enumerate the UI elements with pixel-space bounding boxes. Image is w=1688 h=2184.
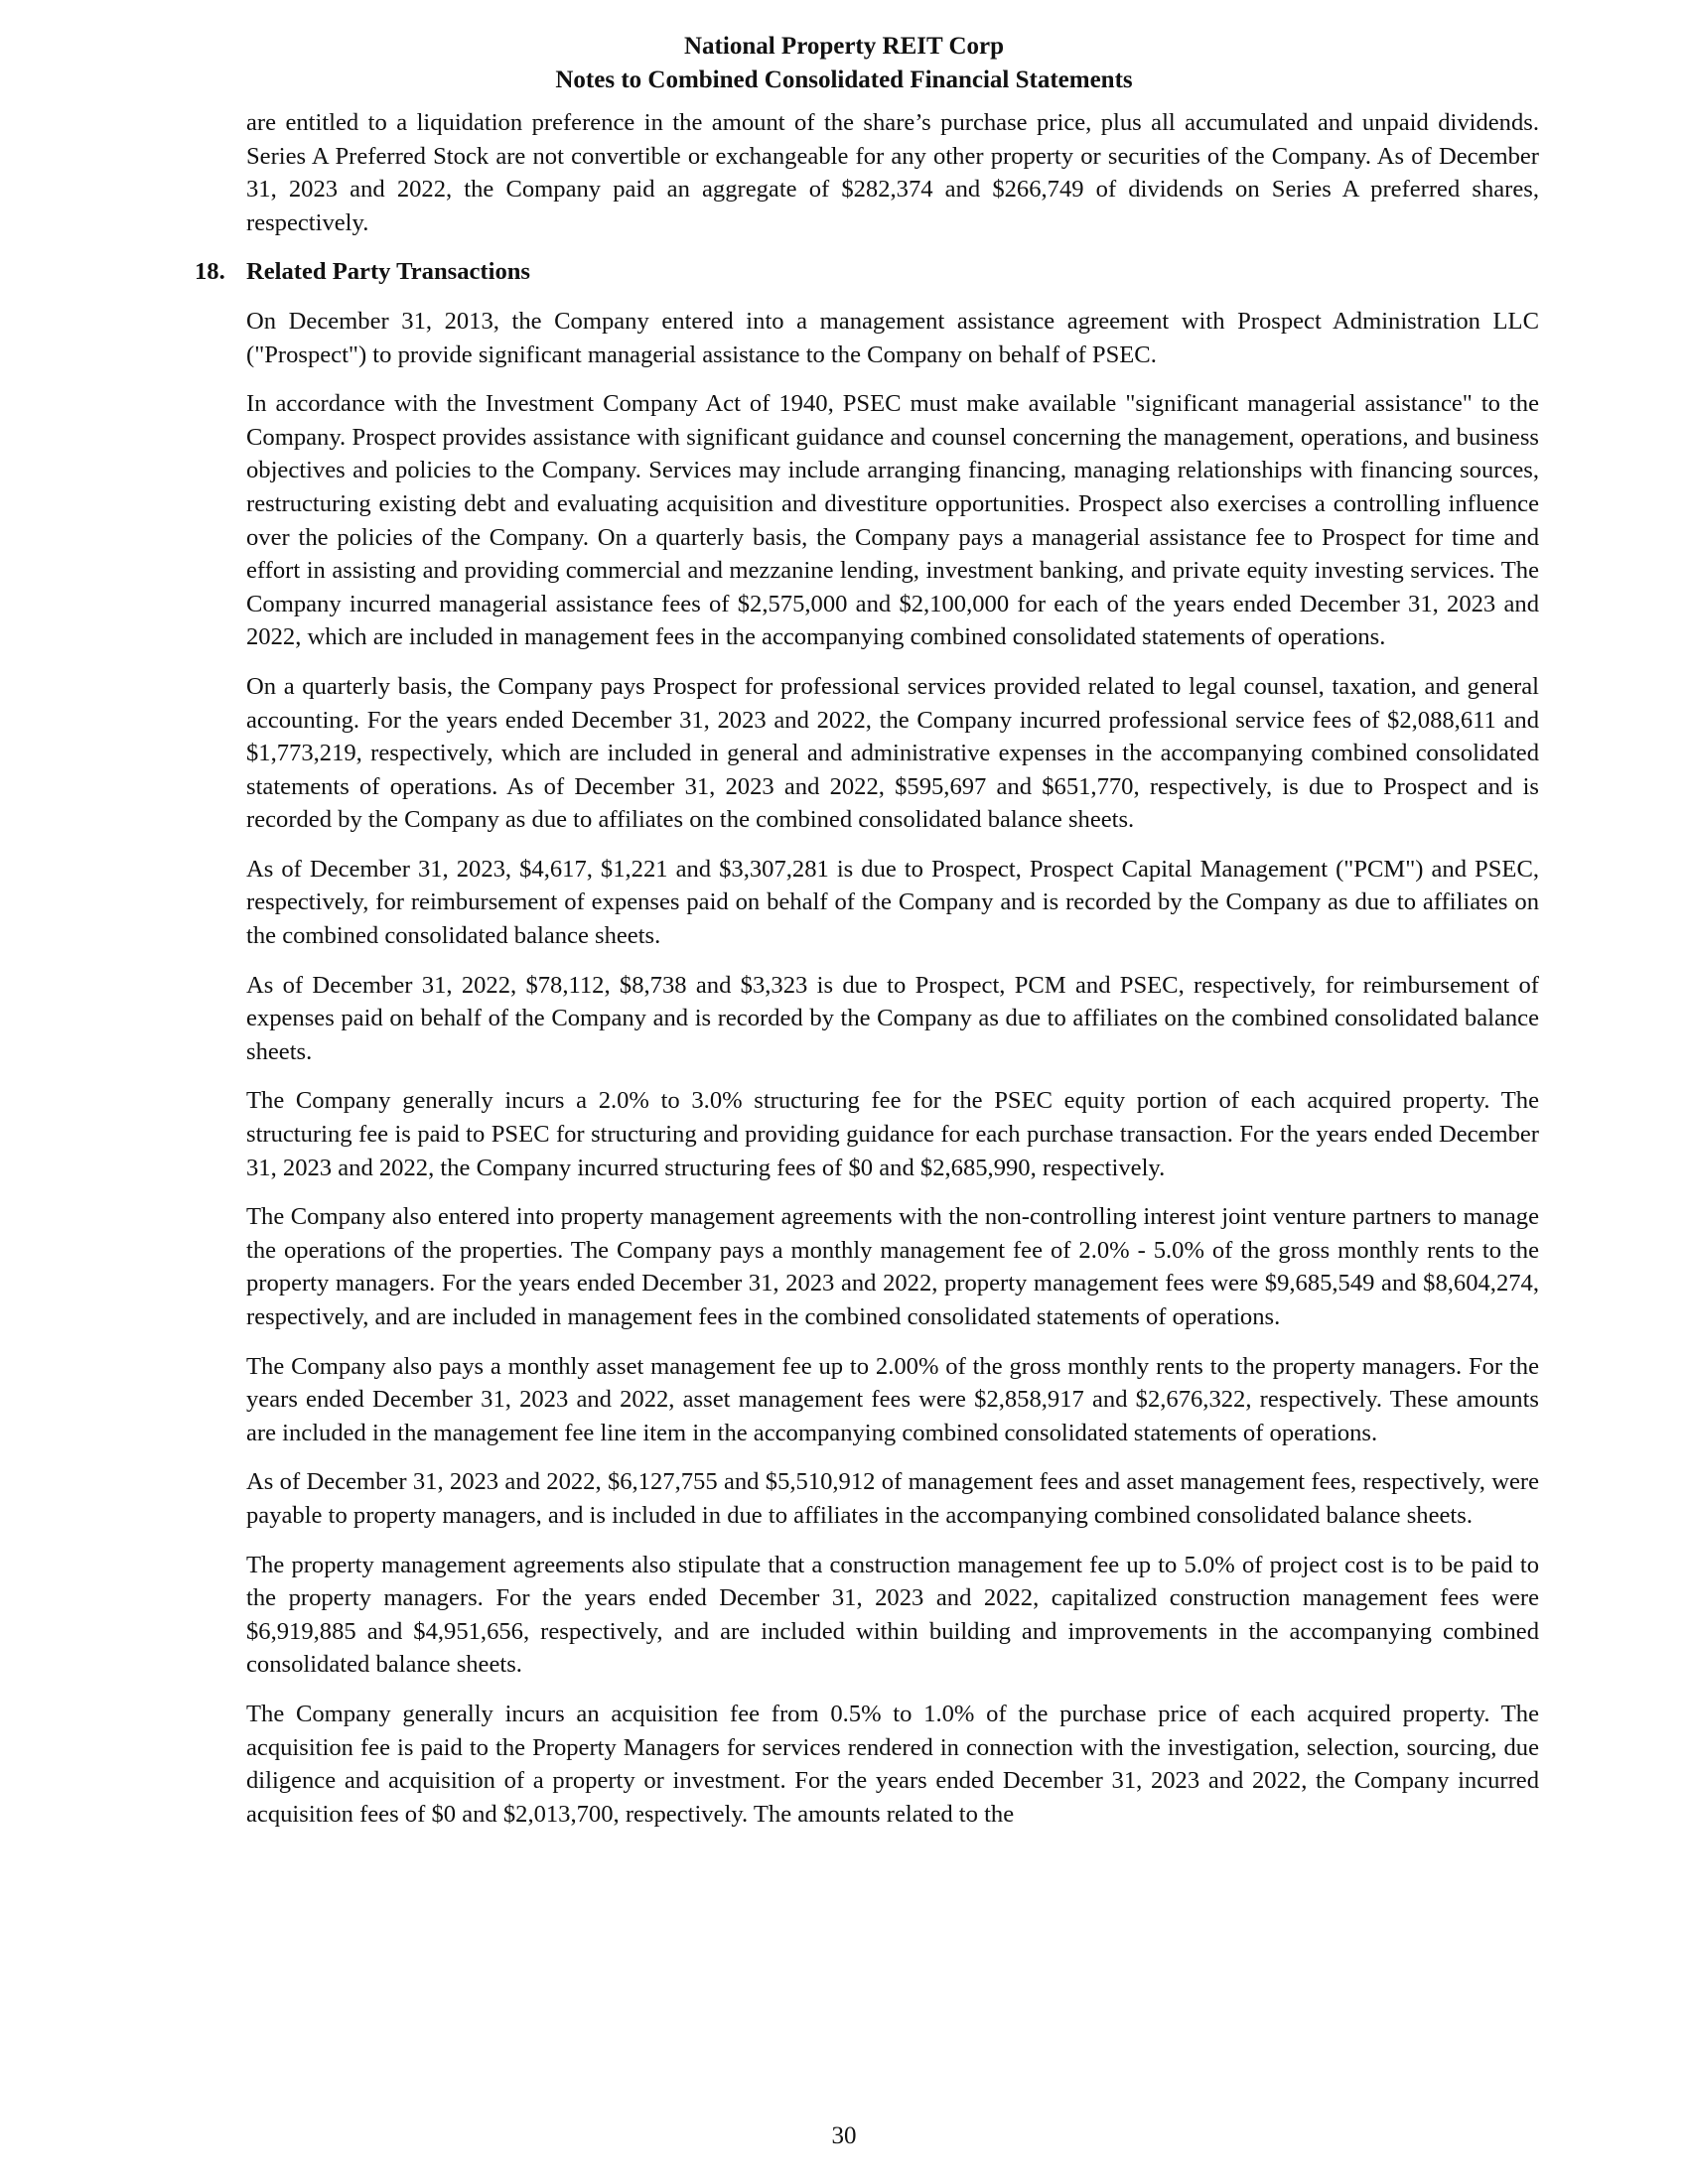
section-number: 18. bbox=[195, 258, 225, 286]
page-number: 30 bbox=[831, 2122, 857, 2149]
paragraph: The Company also pays a monthly asset management fee up to 2.00% of the gross monthly rents to the property managers. For the years ended December 31, 2023 and 2022, asset management fees were $2,858,917 and $2,676,322, respectively. These amounts are included in the management fee line item in the accompanying combined consolidated statements of operations. bbox=[246, 1352, 1539, 1446]
intro-paragraph: are entitled to a liquidation preference in the amount of the share’s purchase price, plus all accumulated and unpaid dividends. Series A Preferred Stock are not convertible or exchangeable for any other property or securities of the Company. As of December 31, 2023 and 2022, the Company paid an aggregate of $282,374 and $266,749 of dividends on Series A preferred shares, respectively. bbox=[246, 109, 1539, 236]
paragraph: The Company also entered into property management agreements with the non-controlling interest joint venture partners to manage the operations of the properties. The Company pays a monthly management fee of 2.0% - 5.0% of the gross monthly rents to the property managers. For the years ended December 31, 2023 and 2022, property management fees were $9,685,549 and $8,604,274, respectively, and are included in management fees in the combined consolidated statements of operations. bbox=[246, 1203, 1539, 1330]
section-title: Related Party Transactions bbox=[246, 258, 530, 286]
paragraph: The property management agreements also stipulate that a construction management fee up to 5.0% of project cost is to be paid to the property managers. For the years ended December 31, 2023 and 2022, capitalized construction management fees were $6,919,885 and $4,951,656, respectively, and are included within building and improvements in the accompanying combined consolidated balance sheets. bbox=[246, 1551, 1539, 1679]
paragraph: As of December 31, 2023 and 2022, $6,127,755 and $5,510,912 of management fees and asset management fees, respectively, were payable to property managers, and is included in due to affiliates in the accompanying combined consolidated balance sheets. bbox=[246, 1468, 1539, 1529]
company-name: National Property REIT Corp bbox=[684, 33, 1004, 60]
paragraph: On a quarterly basis, the Company pays Prospect for professional services provided related to legal counsel, taxation, and general accounting. For the years ended December 31, 2023 and 2022, the Company incurred professional service fees of $2,088,611 and $1,773,219, respectively, which are included in general and administrative expenses in the accompanying combined consolidated statements of operations. As of December 31, 2023 and 2022, $595,697 and $651,770, respectively, is due to Prospect and is recorded by the Company as due to affiliates on the combined consolidated balance sheets. bbox=[246, 672, 1539, 834]
paragraph: The Company generally incurs an acquisition fee from 0.5% to 1.0% of the purchase price of each acquired property. The acquisition fee is paid to the Property Managers for services rendered in connection with the investigation, selection, sourcing, due diligence and acquisition of a property or investment. For the years ended December 31, 2023 and 2022, the Company incurred acquisition fees of $0 and $2,013,700, respectively. The amounts related to the bbox=[246, 1700, 1539, 1828]
paragraph: On December 31, 2013, the Company entered into a management assistance agreement with Prospect Administration LLC ("Prospect") to provide significant managerial assistance to the Company on behalf of PSEC. bbox=[246, 307, 1539, 368]
page-header bbox=[0, 30, 1688, 97]
paragraph: As of December 31, 2022, $78,112, $8,738 and $3,323 is due to Prospect, PCM and PSEC, respectively, for reimbursement of expenses paid on behalf of the Company and is recorded by the Company as due to affiliates on the combined consolidated balance sheets. bbox=[246, 971, 1539, 1065]
paragraph: The Company generally incurs a 2.0% to 3.0% structuring fee for the PSEC equity portion of each acquired property. The structuring fee is paid to PSEC for structuring and providing guidance for each purchase transaction. For the years ended December 31, 2023 and 2022, the Company incurred structuring fees of $0 and $2,685,990, respectively. bbox=[246, 1087, 1539, 1181]
page-footer bbox=[0, 2121, 1688, 2151]
section-heading bbox=[195, 255, 1539, 289]
paragraph: As of December 31, 2023, $4,617, $1,221 and $3,307,281 is due to Prospect, Prospect Capital Management ("PCM") and PSEC, respectively, for reimbursement of expenses paid on behalf of the Company and is recorded by the Company as due to affiliates on the combined consolidated balance sheets. bbox=[246, 855, 1539, 950]
document-title: Notes to Combined Consolidated Financial Statements bbox=[555, 67, 1133, 93]
document-body bbox=[195, 106, 1539, 1846]
paragraph: In accordance with the Investment Company Act of 1940, PSEC must make available "significant managerial assistance" to the Company. Prospect provides assistance with significant guidance and counsel concerning the management, operations, and business objectives and policies to the Company. Services may include arranging financing, managing relationships with financing sources, restructuring existing debt and evaluating acquisition and divestiture opportunities. Prospect also exercises a controlling influence over the policies of the Company. On a quarterly basis, the Company pays a managerial assistance fee to Prospect for time and effort in assisting and providing commercial and mezzanine lending, investment banking, and private equity investing services. The Company incurred managerial assistance fees of $2,575,000 and $2,100,000 for each of the years ended December 31, 2023 and 2022, which are included in management fees in the accompanying combined consolidated statements of operations. bbox=[246, 390, 1539, 651]
